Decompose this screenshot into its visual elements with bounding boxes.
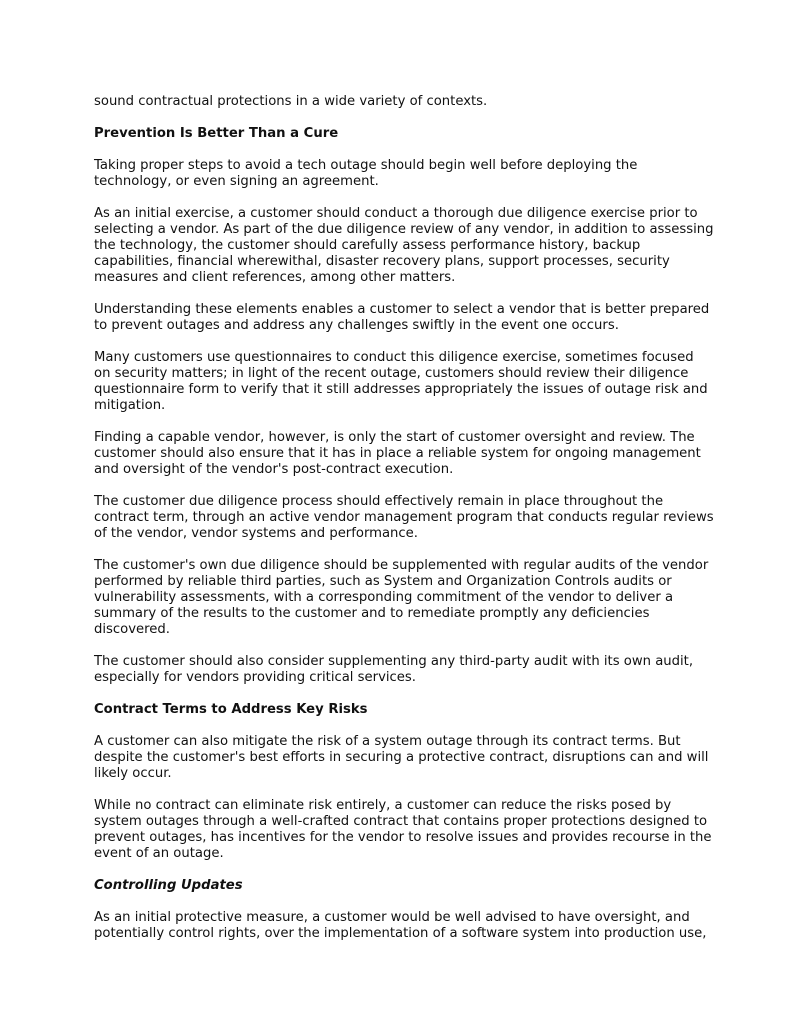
- paragraph-4: Many customers use questionnaires to conduct this diligence exercise, sometimes focused on security matters; in light of the recent outage, customers should review their diligence questionnaire form to verify that it still addresses appropriately the issues of outage risk and mitigation.: [94, 350, 708, 413]
- heading-contract-terms: Contract Terms to Address Key Risks: [94, 702, 368, 717]
- paragraph-8: The customer should also consider supplementing any third-party audit with its own audit, especially for vendors providing critical services.: [94, 654, 694, 685]
- paragraph-6: The customer due diligence process should effectively remain in place throughout the contract term, through an active vendor management program that conducts regular reviews of the vendor, vendor systems and performance.: [94, 494, 714, 541]
- heading-prevention: Prevention Is Better Than a Cure: [94, 126, 339, 141]
- paragraph-7: The customer's own due diligence should be supplemented with regular audits of the vendor performed by reliable third parties, such as System and Organization Controls audits or vulnerability assessments, with a corresponding commitment of the vendor to deliver a summary of the results to the customer and to remediate promptly any deficiencies discovered.: [94, 558, 709, 637]
- paragraph-10: While no contract can eliminate risk entirely, a customer can reduce the risks posed by system outages through a well-crafted contract that contains proper protections designed to prevent outages, has incentives for the vendor to resolve issues and provides recourse in the event of an outage.: [94, 798, 712, 861]
- paragraph-intro-tail: sound contractual protections in a wide variety of contexts.: [94, 94, 488, 109]
- document-page: [94, 94, 714, 958]
- paragraph-2: As an initial exercise, a customer should conduct a thorough due diligence exercise prior to selecting a vendor. As part of the due diligence review of any vendor, in addition to assessing the technology, the customer should carefully assess performance history, backup capabilities, financial wherewithal, disaster recovery plans, support processes, security measures and client references, among other matters.: [94, 206, 714, 285]
- paragraph-11: As an initial protective measure, a customer would be well advised to have oversight, and potentially control rights, over the implementation of a software system into production use,: [94, 910, 707, 941]
- paragraph-5: Finding a capable vendor, however, is only the start of customer oversight and review. The customer should also ensure that it has in place a reliable system for ongoing management and oversight of the vendor's post-contract execution.: [94, 430, 701, 477]
- paragraph-3: Understanding these elements enables a customer to select a vendor that is better prepared to prevent outages and address any challenges swiftly in the event one occurs.: [94, 302, 710, 333]
- heading-controlling-updates: Controlling Updates: [94, 878, 243, 893]
- paragraph-9: A customer can also mitigate the risk of a system outage through its contract terms. But despite the customer's best efforts in securing a protective contract, disruptions can and will likely occur.: [94, 734, 709, 781]
- paragraph-1: Taking proper steps to avoid a tech outage should begin well before deploying the technology, or even signing an agreement.: [94, 158, 638, 189]
